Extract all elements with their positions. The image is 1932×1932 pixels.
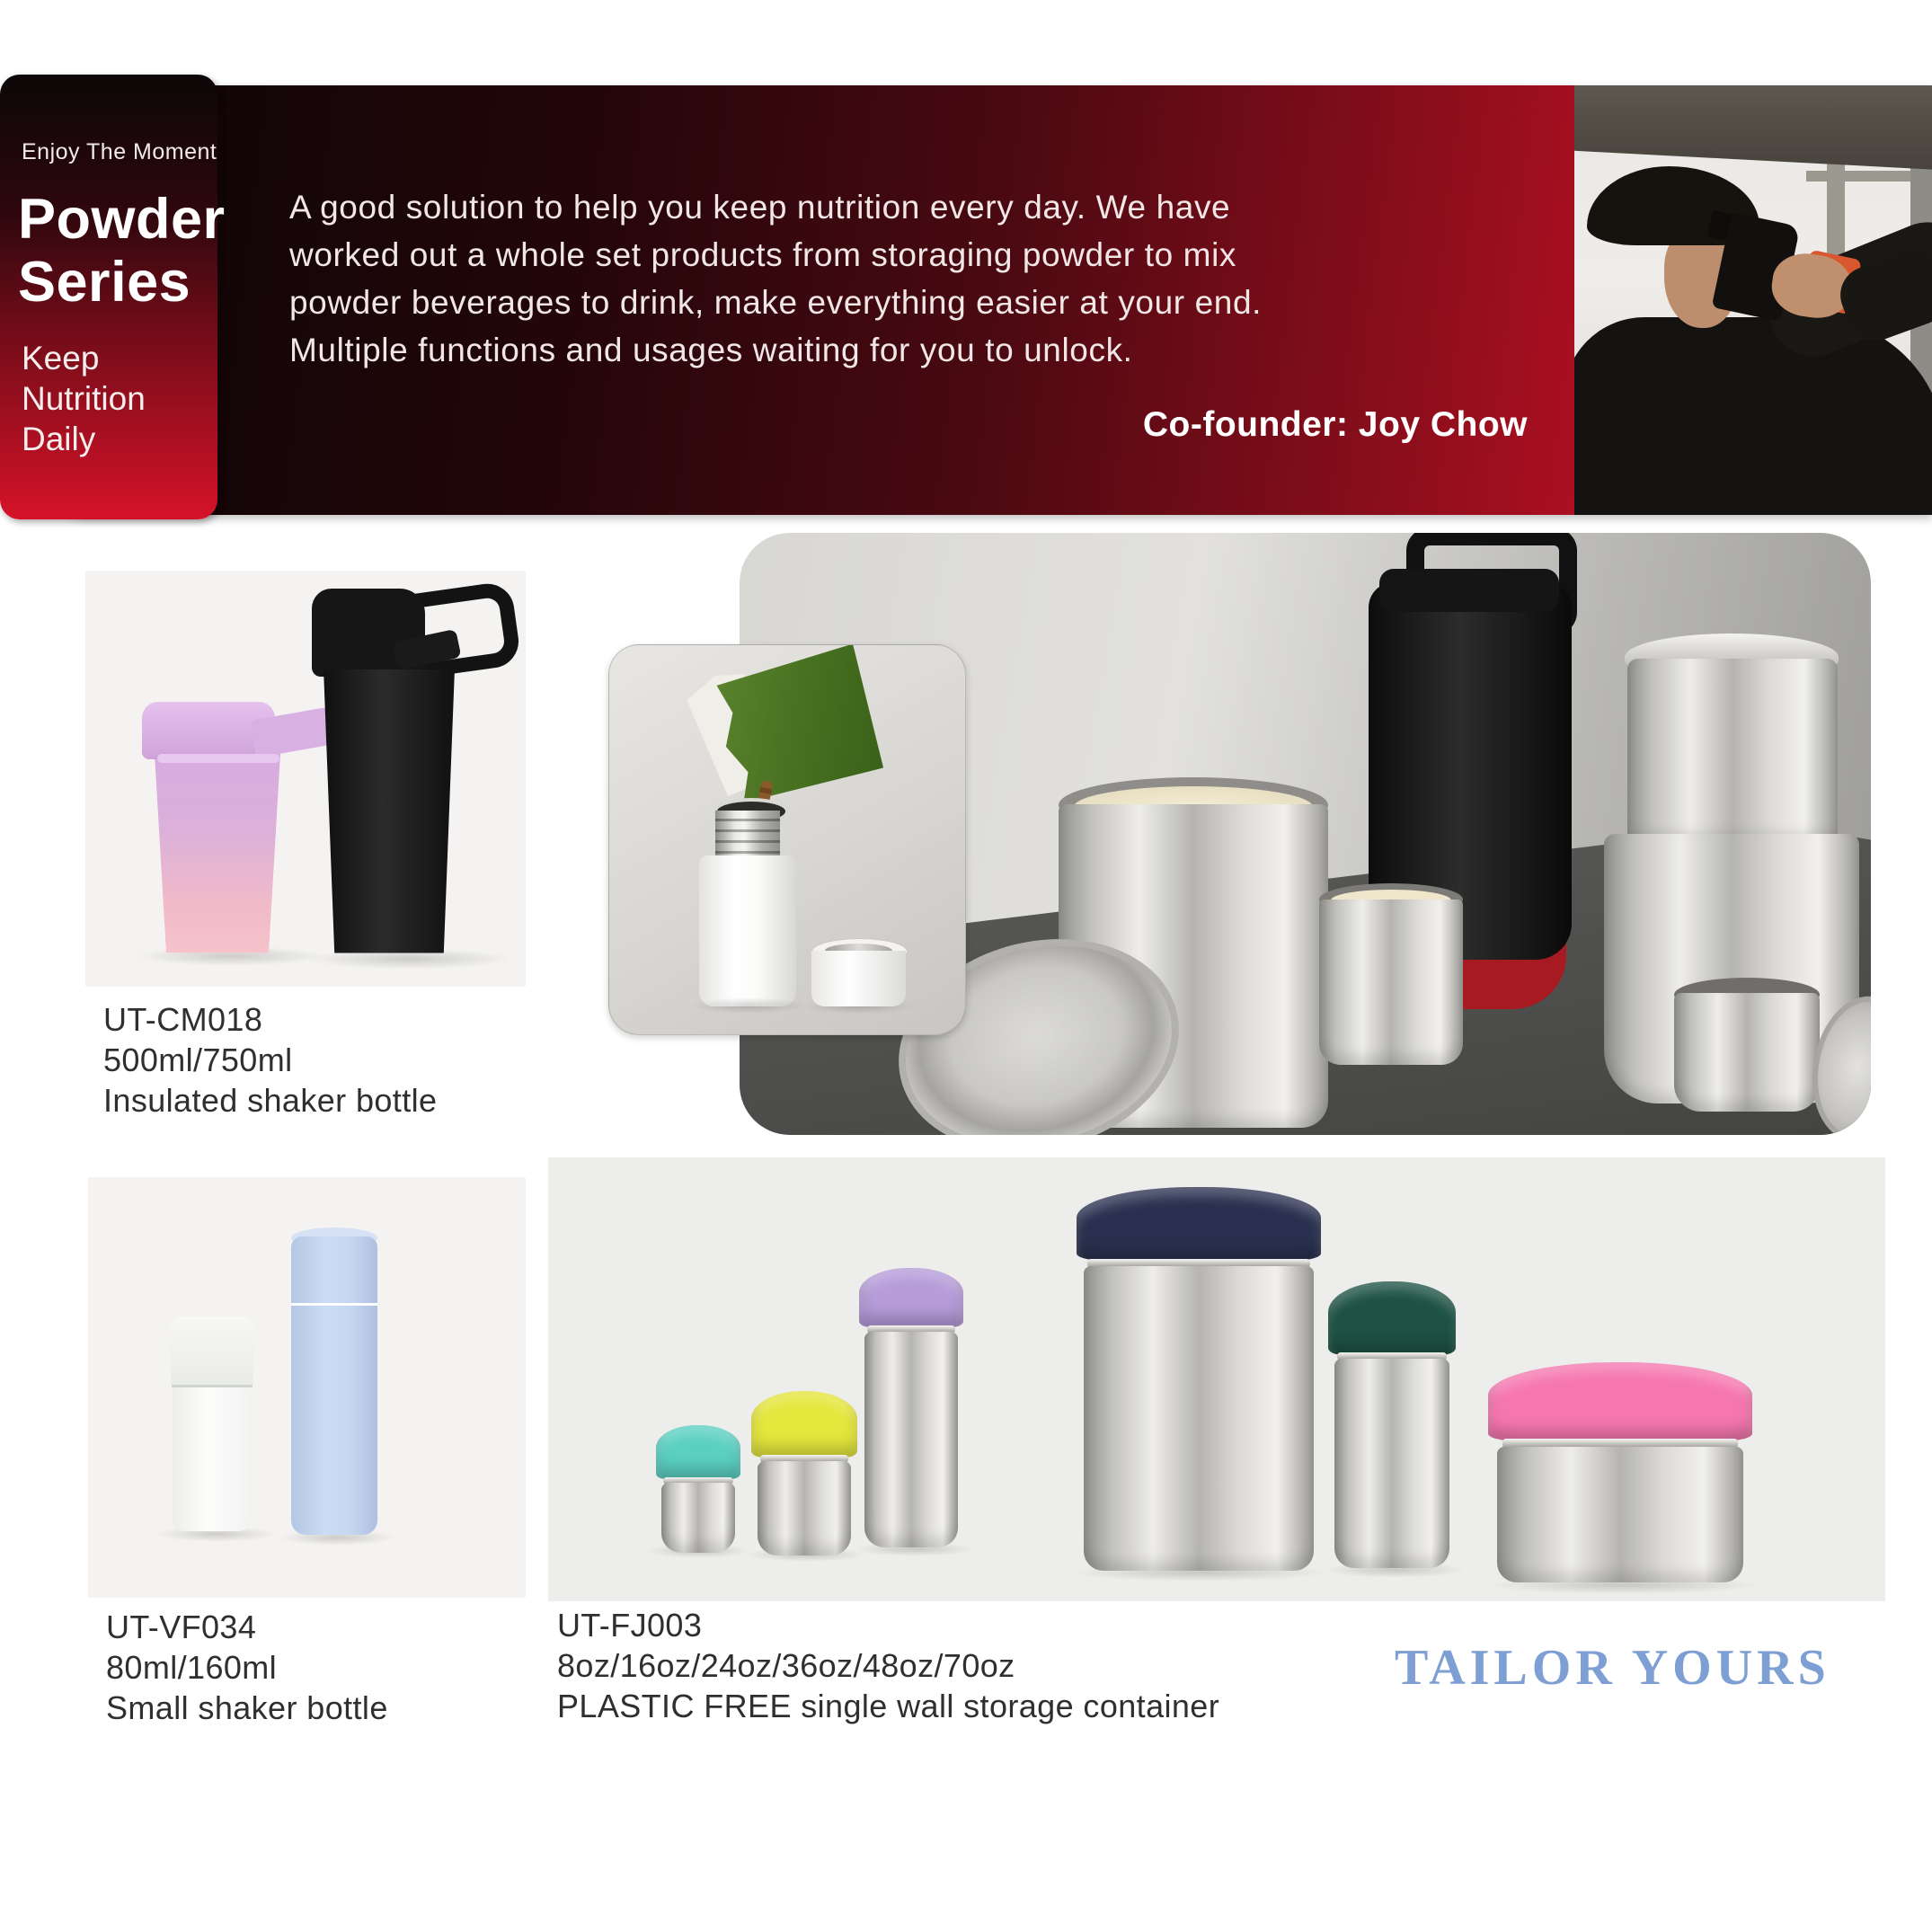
stacked-canister-top [1627,659,1838,843]
product-caption-ut-cm018 [103,999,437,1121]
brand-title-line1: Powder [18,188,226,251]
jar-lid-navy [1077,1187,1321,1261]
brand-title-line2: Series [18,251,191,314]
banner-paragraph [289,183,1262,374]
product-description: Small shaker bottle [106,1689,388,1726]
product-description: Insulated shaker bottle [103,1082,438,1119]
bottle-steel-neck [715,811,780,857]
product-photo-powder-pouring [608,644,966,1035]
product-photo-insulated-shakers [85,571,526,987]
white-bottle-body [699,855,796,1006]
paragraph-line: worked out a whole set products from storaging powder to mix [289,236,1236,273]
tailor-yours-watermark: TAILOR YOURS [1395,1640,1830,1696]
brand-subtitle [22,338,146,459]
jar-body-steel [661,1483,735,1553]
blue-bottle-body [291,1236,377,1535]
blue-bottle-seam [291,1303,377,1306]
product-photo-small-shakers [88,1177,526,1598]
paragraph-line: powder beverages to drink, make everything easier at your end. [289,284,1262,321]
shadow [690,997,807,1014]
product-photo-storage-jars [548,1157,1885,1601]
hero-photo-man-drinking [1574,85,1932,515]
jar-lid-pink [1488,1362,1752,1441]
paragraph-line: Multiple functions and usages waiting for you to unlock. [289,332,1133,368]
black-shaker-lid-band [1379,569,1559,612]
mini-canister-body [1674,993,1820,1112]
product-code: UT-VF034 [106,1609,257,1645]
brand-title [18,188,226,314]
white-bottle-body [173,1387,252,1531]
brand-subtitle-line3: Daily [22,421,96,457]
white-cap-side [811,951,906,1006]
black-shaker-body [321,669,457,959]
product-caption-ut-vf034 [106,1607,388,1728]
small-canister-body [1319,900,1463,1065]
cofounder-credit: Co-founder: Joy Chow [1142,405,1528,444]
pink-shaker-neck-ring [157,754,279,763]
jar-lid-green [1328,1281,1456,1355]
product-caption-ut-fj003 [557,1605,1219,1726]
product-code: UT-FJ003 [557,1607,703,1644]
brand-card [0,75,226,519]
paragraph-line: A good solution to help you keep nutrition every day. We have [289,189,1231,226]
pink-shaker-body [150,746,285,957]
jar-body-steel [1497,1447,1743,1582]
man-torso [1574,317,1932,515]
jar-body-steel [758,1461,851,1555]
product-sizes: 500ml/750ml [103,1041,293,1078]
brand-subtitle-line2: Nutrition [22,380,146,417]
product-sizes: 80ml/160ml [106,1649,278,1686]
product-code: UT-CM018 [103,1001,263,1038]
brand-subtitle-line1: Keep [22,340,100,377]
brand-tagline: Enjoy The Moment [22,139,217,164]
jar-body-steel [1084,1266,1314,1571]
jar-body-steel [864,1332,958,1547]
jar-lid-teal [656,1425,740,1479]
jar-body-steel [1334,1359,1449,1568]
jar-lid-lavender [859,1268,963,1327]
white-bottle-cap [171,1316,253,1387]
product-description: PLASTIC FREE single wall storage container [557,1688,1220,1724]
jar-lid-yellow [751,1391,857,1458]
product-sizes: 8oz/16oz/24oz/36oz/48oz/70oz [557,1647,1015,1684]
